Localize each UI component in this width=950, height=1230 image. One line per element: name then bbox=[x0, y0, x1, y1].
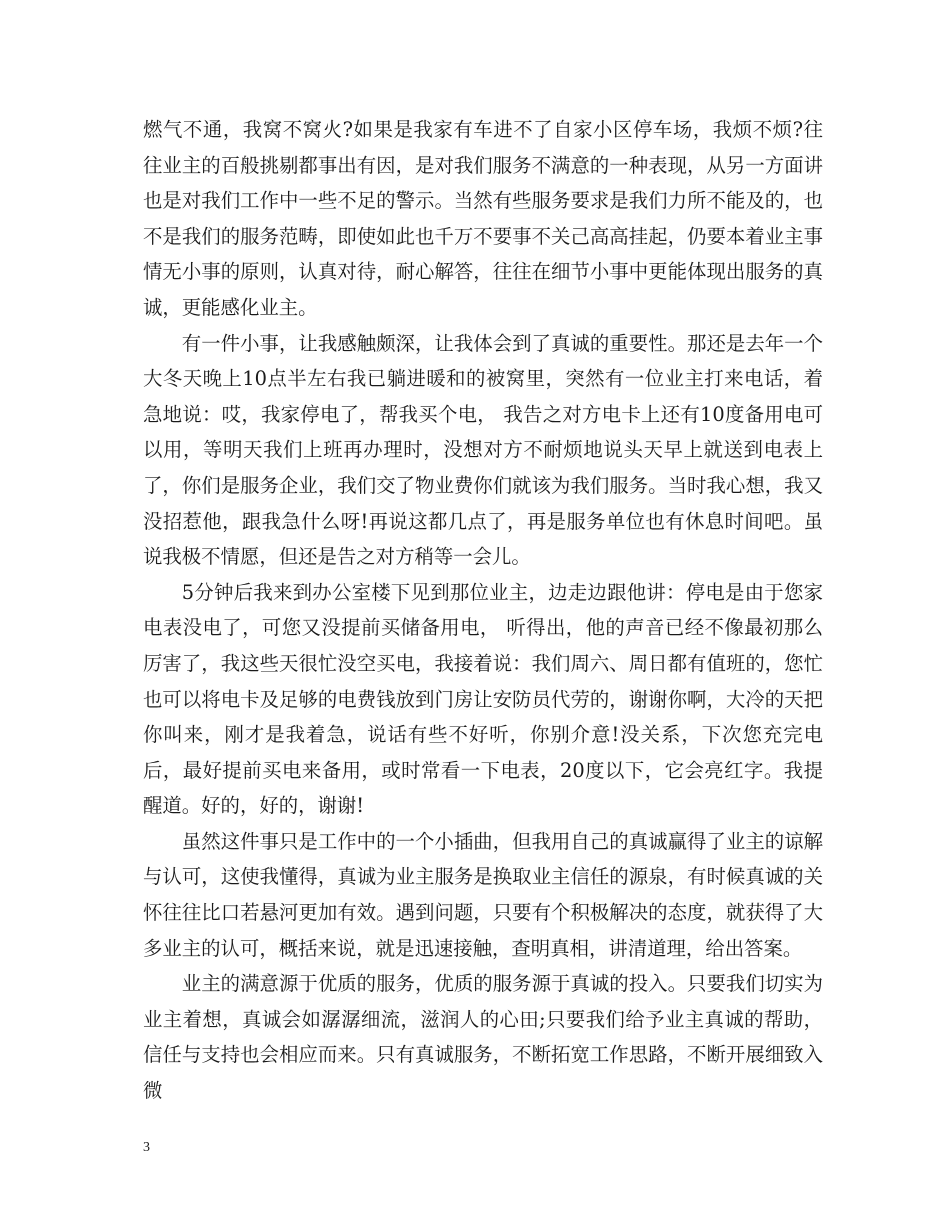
paragraph-4: 虽然这件事只是工作中的一个小插曲，但我用自己的真诚赢得了业主的谅解与认可，这使我懂得，真诚为业主服务是换取业主信任的源泉，有时候真诚的关怀往往比口若悬河更加有效。遇到问题，只要有个积极解决的态度，就获得了大多业主的认可，概括来说，就是迅速接触，查明真相，讲清道理，给出答案。 bbox=[143, 829, 823, 960]
page-number: 3 bbox=[143, 1140, 150, 1155]
paragraph-5: 业主的满意源于优质的服务，优质的服务源于真诚的投入。只要我们切实为业主着想，真诚会如潺潺细流，滋润人的心田;只要我们给予业主真诚的帮助，信任与支持也会相应而来。只有真诚服务，不断拓宽工作思路，不断开展细致入微 bbox=[143, 972, 823, 1103]
body-text bbox=[143, 112, 823, 1109]
paragraph-1: 燃气不通，我窝不窝火?如果是我家有车进不了自家小区停车场，我烦不烦?往往业主的百般挑剔都事出有因，是对我们服务不满意的一种表现，从另一方面讲也是对我们工作中一些不足的警示。当然有些服务要求是我们力所不能及的，也不是我们的服务范畴，即使如此也千万不要事不关己高高挂起，仍要本着业主事情无小事的原则，认真对待，耐心解答，往往在细节小事中更能体现出服务的真诚，更能感化业主。 bbox=[143, 118, 823, 319]
paragraph-2: 有一件小事，让我感触颇深，让我体会到了真诚的重要性。那还是去年一个大冬天晚上10点半左右我已躺进暖和的被窝里，突然有一位业主打来电话，着急地说：哎，我家停电了，帮我买个电， 我告之对方电卡上还有10度备用电可以用，等明天我们上班再办理时，没想对方不耐烦地说头天早上就送到电表上了，你们是服务企业，我们交了物业费你们就该为我们服务。当时我心想，我又没招惹他，跟我急什么呀!再说这都几点了，再是服务单位也有休息时间吧。虽说我极不情愿，但还是告之对方稍等一会儿。 bbox=[143, 331, 823, 569]
paragraph-3: 5分钟后我来到办公室楼下见到那位业主，边走边跟他讲：停电是由于您家电表没电了，可您又没提前买储备用电， 听得出，他的声音已经不像最初那么厉害了，我这些天很忙没空买电，我接着说：我们周六、周日都有值班的，您忙也可以将电卡及足够的电费钱放到门房让安防员代劳的，谢谢你啊，大冷的天把你叫来，刚才是我着急，说话有些不好听，你别介意!没关系，下次您充完电后，最好提前买电来备用，或时常看一下电表，20度以下，它会亮红字。我提醒道。好的，好的，谢谢! bbox=[143, 580, 823, 818]
